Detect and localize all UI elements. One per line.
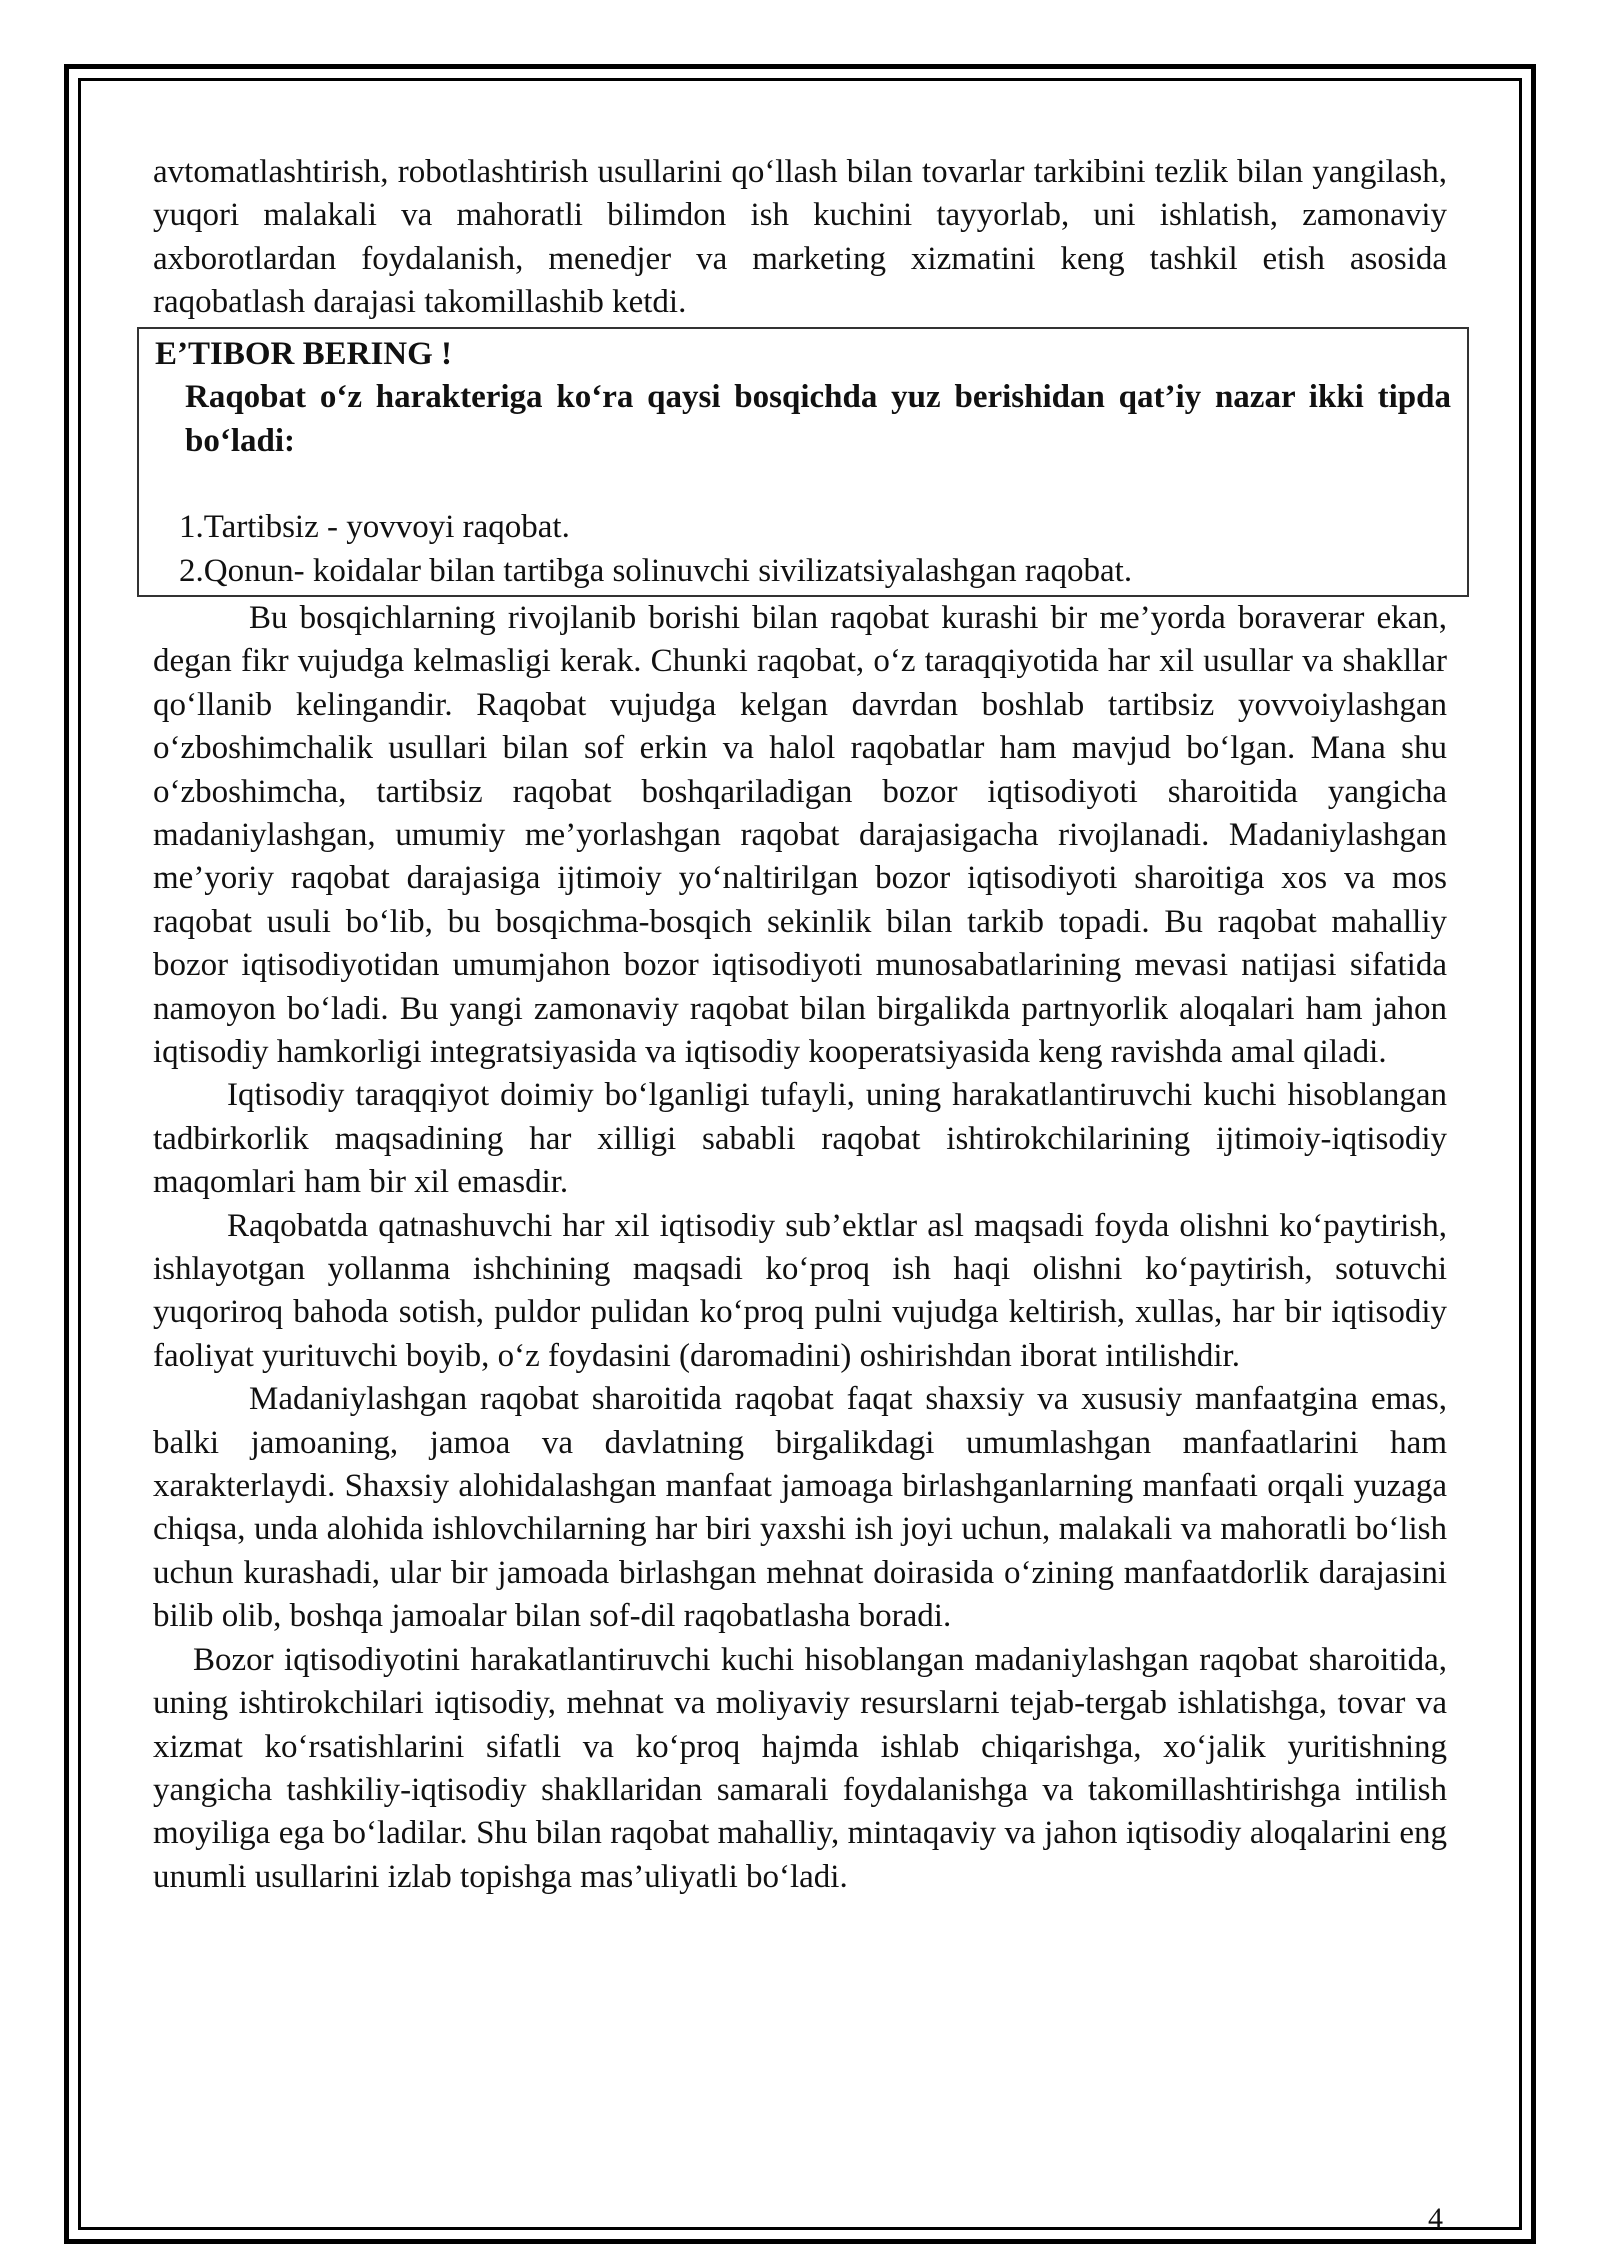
document-body — [153, 151, 1451, 1899]
callout-item-2: 2.Qonun- koidalar bilan tartibga solinuvchi sivilizatsiyalashgan raqobat. — [179, 552, 1133, 589]
attention-callout-box — [137, 327, 1469, 597]
callout-text: Raqobat o‘z harakteriga ko‘ra qaysi bosqichda yuz berishidan qat’iy nazar ikki tipda bo‘ladi: — [185, 379, 1451, 459]
paragraph-4: Madaniylashgan raqobat sharoitida raqobat faqat shaxsiy va xususiy manfaatgina emas, balki jamoaning, jamoa va davlatning birgalikdagi umumlashgan manfaatlarini ham xarakterlaydi. Shaxsiy alohidalashgan manfaat jamoaga birlashganlarning manfaati orqali yuzaga chiqsa, unda alohida ishlovchilarning har biri yaxshi ish joyi uchun, malakali va mahoratli bo‘lish uchun kurashadi, ular bir jamoada birlashgan mehnat doirasida o‘zining manfaatdorlik darajasini bilib olib, boshqa jamoalar bilan sof-dil raqobatlasha boradi. — [153, 1381, 1447, 1635]
paragraph-5: Bozor iqtisodiyotini harakatlantiruvchi kuchi hisoblangan madaniylashgan raqobat sharoitida, uning ishtirokchilari iqtisodiy, mehnat va moliyaviy resurslarni tejab-tergab ishlatishga, tovar va xizmat ko‘rsatishlarini sifatli va ko‘proq hajmda ishlab chiqarishga, xo‘jalik yuritishning yangicha tashkiliy-iqtisodiy shakllaridan samarali foydalanishga va takomillashtirishga intilish moyiliga ega bo‘ladilar. Shu bilan raqobat mahalliy, mintaqaviy va jahon iqtisodiy aloqalarini eng unumli usullarini izlab topishga mas’uliyatli bo‘ladi. — [153, 1641, 1447, 1895]
paragraph-2: Iqtisodiy taraqqiyot doimiy bo‘lganligi tufayli, uning harakatlantiruvchi kuchi hisoblangan tadbirkorlik maqsadining har xilligi sababli raqobat ishtirokchilarining ijtimoiy-iqtisodiy maqomlari ham bir xil emasdir. — [153, 1077, 1447, 1201]
paragraph-3: Raqobatda qatnashuvchi har xil iqtisodiy sub’ektlar asl maqsadi foyda olishni ko‘paytirish, ishlayotgan yollanma ishchining maqsadi ko‘proq ish haqi olishni ko‘paytirish, sotuvchi yuqoriroq bahoda sotish, puldor pulidan ko‘proq pulni vujudga keltirish, xullas, har bir iqtisodiy faoliyat yurituvchi boyib, o‘z foydasini (daromadini) oshirishdan iborat intilishdir. — [153, 1207, 1447, 1374]
callout-spacer — [155, 463, 1451, 506]
callout-item-1: 1.Tartibsiz - yovvoyi raqobat. — [179, 509, 570, 546]
callout-title: E’TIBOR BERING ! — [155, 335, 453, 372]
paragraph-1: Bu bosqichlarning rivojlanib borishi bilan raqobat kurashi bir me’yorda boraverar ekan, degan fikr vujudga kelmasligi kerak. Chunki raqobat, o‘z taraqqiyotida har xil usullar va shakllar qo‘llanib kelingandir. Raqobat vujudga kelgan davrdan boshlab tartibsiz yovvoiylashgan o‘zboshimchalik usullari bilan sof erkin va halol raqobatlar ham mavjud bo‘lgan. Mana shu o‘zboshimcha, tartibsiz raqobat boshqariladigan bozor iqtisodiyoti sharoitida yangicha madaniylashgan, umumiy me’yorlashgan raqobat darajasigacha rivojlanadi. Madaniylashgan me’yoriy raqobat darajasiga ijtimoiy yo‘naltirilgan bozor iqtisodiyoti sharoitiga xos va mos raqobat usuli bo‘lib, bu bosqichma-bosqich sekinlik bilan tarkib topadi. Bu raqobat mahalliy bozor iqtisodiyotidan umumjahon bozor iqtisodiyoti munosabatlarining mevasi natijasi sifatida namoyon bo‘ladi. Bu yangi zamonaviy raqobat bilan birgalikda partnyorlik aloqalari ham jahon iqtisodiy hamkorligi integratsiyasida va iqtisodiy kooperatsiyasida keng ravishda amal qiladi. — [153, 599, 1447, 1070]
page-number: 4 — [1428, 2202, 1443, 2235]
paragraph-intro: avtomatlashtirish, robotlashtirish usullarini qo‘llash bilan tovarlar tarkibini tezlik bilan yangilash, yuqori malakali va mahoratli bilimdon ish kuchini tayyorlab, uni ishlatish, zamonaviy axborotlardan foydalanish, menedjer va marketing xizmatini keng tashkil etish asosida raqobatlash darajasi takomillashib ketdi. — [153, 154, 1447, 321]
